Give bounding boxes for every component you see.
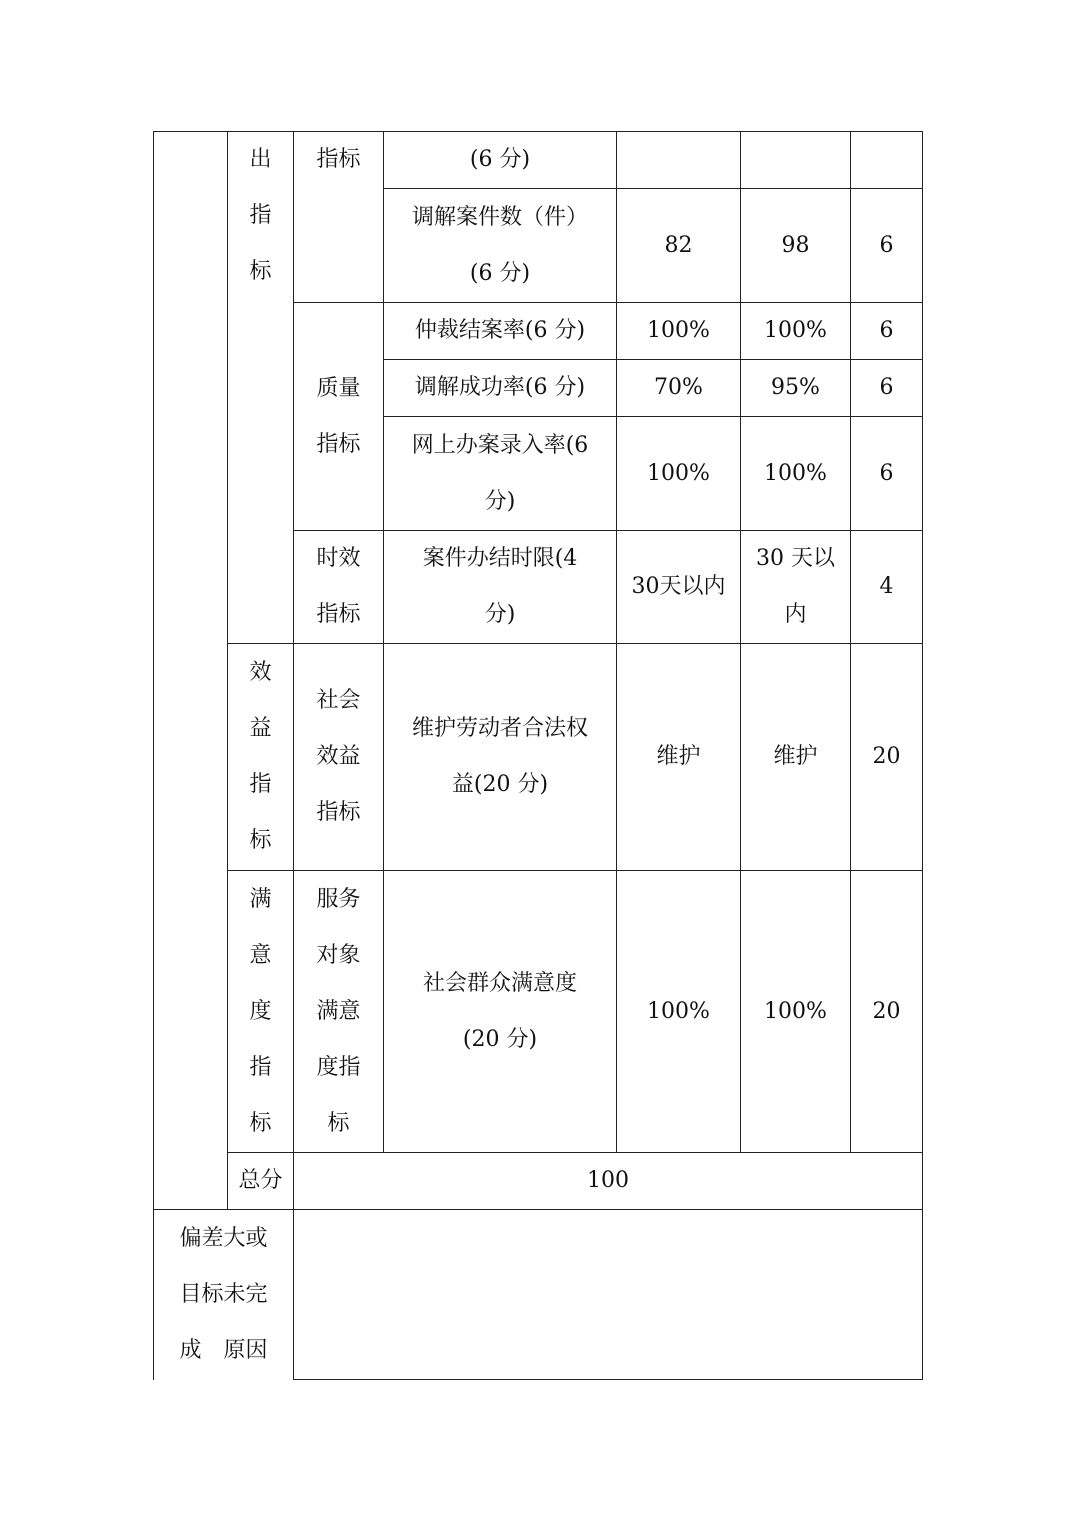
indicator-cell	[384, 303, 617, 360]
level1-char: 指	[249, 772, 272, 797]
level2-label: 服务	[316, 886, 361, 912]
level1-satisfaction-cell	[228, 871, 294, 1153]
score-cell: 6	[851, 189, 923, 303]
level2-label: 时效	[316, 546, 361, 571]
target-cell	[617, 132, 741, 189]
level2-label: 指标	[316, 602, 361, 627]
indicator-text: (6 分)	[469, 147, 531, 172]
indicator-line: 分)	[484, 602, 516, 627]
level2-quantity-cell	[294, 132, 384, 303]
target-cell: 100%	[617, 303, 741, 360]
indicator-cell	[384, 189, 617, 303]
level2-label: 满意	[316, 998, 361, 1024]
actual-cell: 95%	[741, 360, 851, 417]
target-cell: 82	[617, 189, 741, 303]
indicator-line: (20 分)	[462, 1026, 538, 1052]
level1-char: 出	[249, 147, 272, 172]
level1-char: 指	[249, 203, 272, 228]
level1-char: 意	[249, 942, 272, 968]
indicator-cell	[384, 132, 617, 189]
indicator-line: 网上办案录入率(6	[411, 432, 589, 458]
level1-char: 标	[249, 1110, 272, 1136]
performance-table	[153, 131, 923, 1380]
actual-cell: 100%	[741, 871, 851, 1153]
level2-label: 指标	[316, 147, 361, 172]
level1-char: 度	[249, 998, 272, 1024]
actual-cell: 维护	[741, 644, 851, 871]
level2-label: 标	[327, 1110, 350, 1136]
level1-char: 益	[249, 716, 272, 741]
reason-line: 成 原因	[179, 1337, 268, 1363]
actual-cell: 98	[741, 189, 851, 303]
target-cell: 100%	[617, 871, 741, 1153]
level1-char: 标	[249, 259, 272, 284]
level2-label: 质量	[316, 375, 361, 401]
level1-benefit-cell	[228, 644, 294, 871]
indicator-line: 益(20 分)	[451, 772, 549, 797]
actual-cell: 100%	[741, 303, 851, 360]
indicator-cell	[384, 531, 617, 644]
target-cell: 30天以内	[617, 531, 741, 644]
level2-label: 效益	[316, 744, 361, 769]
indicator-line: 调解案件数（件）	[411, 204, 588, 230]
actual-cell	[741, 531, 851, 644]
score-cell	[851, 132, 923, 189]
score-cell: 4	[851, 531, 923, 644]
indicator-line: 维护劳动者合法权	[411, 716, 588, 741]
indicator-text: 仲裁结案率(6 分)	[414, 318, 586, 343]
level2-label: 社会	[316, 688, 361, 713]
target-cell: 100%	[617, 417, 741, 531]
level2-label: 指标	[316, 431, 361, 457]
level2-service-satisfaction-cell	[294, 871, 384, 1153]
level1-char: 效	[249, 660, 272, 685]
indicator-line: 社会群众满意度	[422, 970, 577, 996]
total-value-cell: 100	[294, 1153, 923, 1210]
score-cell: 6	[851, 360, 923, 417]
actual-line: 内	[784, 602, 807, 627]
score-cell: 20	[851, 871, 923, 1153]
indicator-line: 案件办结时限(4	[422, 546, 578, 571]
level2-label: 对象	[316, 942, 361, 968]
total-label-cell: 总分	[228, 1153, 294, 1210]
level1-char: 指	[249, 1054, 272, 1080]
score-cell: 6	[851, 303, 923, 360]
level2-label: 指标	[316, 800, 361, 825]
indicator-line: (6 分)	[469, 260, 531, 286]
indicator-text: 调解成功率(6 分)	[414, 375, 586, 400]
indicator-line: 分)	[484, 488, 516, 514]
level2-label: 度指	[316, 1054, 361, 1080]
indicator-cell	[384, 360, 617, 417]
indicator-cell	[384, 871, 617, 1153]
level2-timeliness-cell	[294, 531, 384, 644]
actual-line: 30 天以	[756, 546, 835, 571]
target-cell: 维护	[617, 644, 741, 871]
level1-output-cell	[228, 132, 294, 644]
indicator-cell	[384, 417, 617, 531]
target-cell: 70%	[617, 360, 741, 417]
actual-cell: 100%	[741, 417, 851, 531]
score-cell: 6	[851, 417, 923, 531]
level2-social-benefit-cell	[294, 644, 384, 871]
reason-line: 偏差大或	[179, 1225, 268, 1251]
reason-label-cell	[154, 1210, 294, 1380]
reason-value-cell	[294, 1210, 923, 1380]
score-cell: 20	[851, 644, 923, 871]
indicator-cell	[384, 644, 617, 871]
level0-cell	[154, 132, 228, 1210]
actual-cell	[741, 132, 851, 189]
level2-quality-cell	[294, 303, 384, 531]
level1-char: 满	[249, 886, 272, 912]
reason-line: 目标未完	[179, 1281, 268, 1307]
level1-char: 标	[249, 828, 272, 853]
